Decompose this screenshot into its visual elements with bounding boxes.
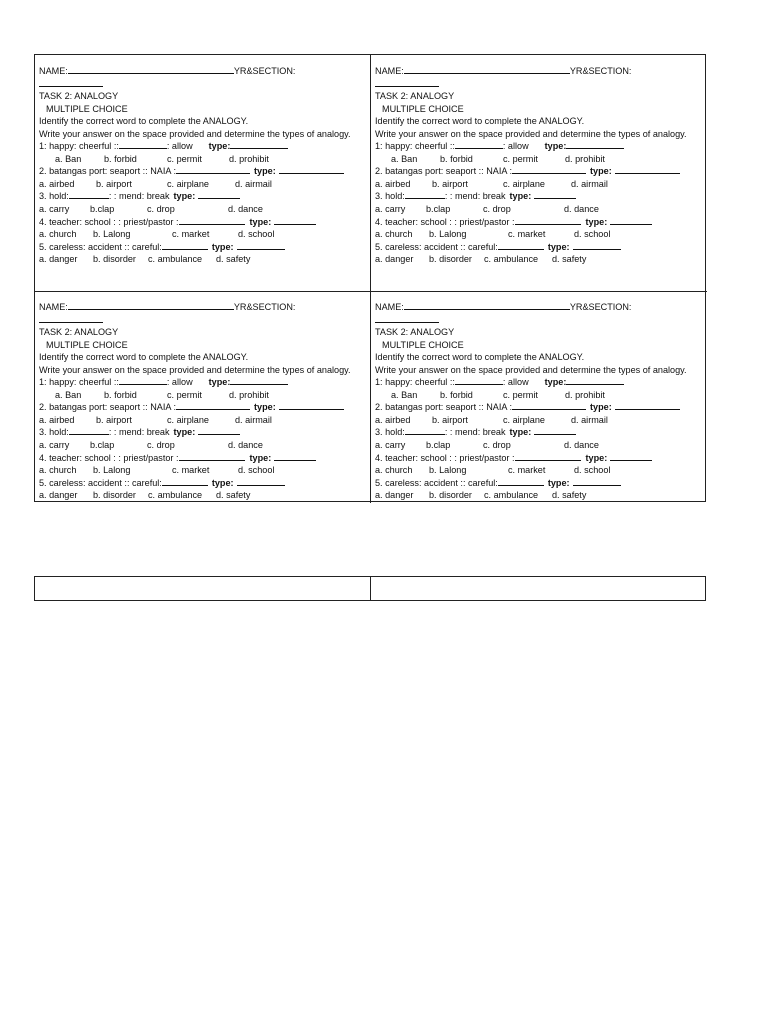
q1-tail: : allow — [502, 141, 529, 152]
task-title: TASK 2: ANALOGY — [39, 327, 119, 338]
q4-options — [375, 228, 705, 241]
q3-option-b: b.clap — [90, 204, 115, 215]
q5-type-label: type: — [211, 477, 234, 488]
q1-options — [39, 389, 368, 402]
q5-option-b: b. disorder — [93, 254, 136, 265]
q5-stem: 5. careless: accident :: careful: — [375, 241, 498, 252]
q4-option-c: c. market — [172, 465, 210, 476]
section-blank[interactable] — [39, 314, 103, 323]
q2-option-d: d. airmail — [571, 414, 608, 425]
q1-option-d: d. prohibit — [565, 153, 605, 164]
q3-type-label: type: — [173, 191, 196, 202]
q1-option-b: b. forbid — [440, 389, 473, 400]
question-2 — [375, 165, 705, 178]
q1-option-b: b. forbid — [104, 153, 137, 164]
q3-type-blank[interactable] — [534, 190, 576, 199]
q2-stem: 2. batangas port: seaport :: NAIA : — [39, 402, 176, 413]
q4-type-blank[interactable] — [274, 452, 316, 461]
q2-type-label: type: — [254, 166, 276, 177]
q4-option-a: a. church — [39, 229, 77, 240]
section-blank-line — [375, 314, 705, 327]
q2-option-b: b. airport — [432, 178, 468, 189]
footer-cell-left — [35, 577, 371, 600]
q4-answer-blank[interactable] — [179, 216, 245, 225]
q2-option-c: c. airplane — [503, 414, 545, 425]
q4-option-c: c. market — [508, 465, 546, 476]
q2-answer-blank[interactable] — [176, 165, 250, 174]
q2-option-a: a. airbed — [39, 178, 75, 189]
question-4 — [375, 216, 705, 229]
q1-options — [375, 389, 705, 402]
q4-type-label: type: — [585, 216, 608, 227]
q4-type-blank[interactable] — [610, 452, 652, 461]
section-blank[interactable] — [375, 314, 439, 323]
q5-answer-blank[interactable] — [498, 477, 544, 486]
q2-option-a: a. airbed — [375, 414, 411, 425]
q5-option-d: d. safety — [216, 490, 251, 501]
name-blank[interactable] — [68, 65, 234, 74]
q5-options — [375, 253, 705, 266]
q5-type-blank[interactable] — [573, 241, 621, 250]
q1-option-c: c. permit — [167, 389, 202, 400]
q3-option-a: a. carry — [375, 440, 406, 451]
q1-option-a: a. Ban — [55, 153, 82, 164]
q1-answer-blank[interactable] — [455, 140, 503, 149]
q4-stem: 4. teacher: school : : priest/pastor : — [375, 216, 515, 227]
q5-option-a: a. danger — [39, 490, 78, 501]
q4-stem: 4. teacher: school : : priest/pastor : — [39, 452, 179, 463]
section-blank-line — [39, 314, 368, 327]
q3-answer-blank[interactable] — [69, 190, 109, 199]
q1-type-label: type: — [544, 141, 567, 152]
q2-option-c: c. airplane — [167, 414, 209, 425]
q3-option-b: b.clap — [90, 440, 115, 451]
q3-answer-blank[interactable] — [405, 426, 445, 435]
q3-option-c: c. drop — [147, 440, 175, 451]
q2-option-c: c. airplane — [167, 178, 209, 189]
q1-answer-blank[interactable] — [455, 376, 503, 385]
q2-answer-blank[interactable] — [512, 401, 586, 410]
q3-stem: 3. hold: — [375, 427, 405, 438]
q2-answer-blank[interactable] — [512, 165, 586, 174]
q3-type-label: type: — [509, 191, 532, 202]
q3-mid: : : mend: break — [108, 191, 170, 202]
q3-stem: 3. hold: — [39, 191, 69, 202]
q1-option-c: c. permit — [503, 389, 538, 400]
instruction-1: Identify the correct word to complete the ANALOGY. — [375, 116, 585, 127]
q5-answer-blank[interactable] — [162, 477, 208, 486]
yr-section-label: YR&SECTION: — [569, 66, 632, 76]
question-5 — [375, 241, 705, 254]
section-blank-line — [39, 78, 368, 91]
q3-answer-blank[interactable] — [405, 190, 445, 199]
task-title: TASK 2: ANALOGY — [39, 91, 119, 102]
q1-option-d: d. prohibit — [565, 389, 605, 400]
q5-option-a: a. danger — [39, 254, 78, 265]
q3-option-c: c. drop — [147, 204, 175, 215]
q4-option-b: b. Lalong — [429, 229, 467, 240]
q5-options — [375, 489, 705, 502]
q2-type-blank[interactable] — [615, 401, 680, 410]
q5-option-c: c. ambulance — [484, 490, 539, 501]
yr-section-label: YR&SECTION: — [233, 302, 296, 312]
q5-option-c: c. ambulance — [484, 254, 539, 265]
q2-options — [39, 178, 368, 191]
q5-options — [39, 489, 368, 502]
q1-type-blank[interactable] — [566, 376, 624, 385]
q4-option-d: d. school — [238, 465, 275, 476]
q2-type-label: type: — [590, 402, 612, 413]
question-3 — [375, 426, 705, 439]
q3-option-a: a. carry — [39, 204, 70, 215]
q4-option-c: c. market — [508, 229, 546, 240]
q1-tail: : allow — [502, 377, 529, 388]
q4-option-c: c. market — [172, 229, 210, 240]
q4-type-blank[interactable] — [610, 216, 652, 225]
question-2 — [39, 401, 368, 414]
q3-type-label: type: — [173, 427, 196, 438]
q4-type-blank[interactable] — [274, 216, 316, 225]
instruction-2: Write your answer on the space provided and determine the types of analogy. — [375, 128, 687, 139]
q2-options — [375, 414, 705, 427]
q5-option-c: c. ambulance — [148, 490, 203, 501]
instruction-1: Identify the correct word to complete the ANALOGY. — [39, 116, 249, 127]
q3-option-c: c. drop — [483, 204, 511, 215]
name-label: NAME: — [39, 302, 68, 312]
question-1 — [375, 140, 705, 153]
name-label: NAME: — [375, 302, 404, 312]
multiple-choice-heading: MULTIPLE CHOICE — [382, 103, 464, 114]
q1-options — [375, 153, 705, 166]
q5-option-d: d. safety — [552, 490, 587, 501]
task-card-4 — [371, 292, 707, 503]
task-card-2 — [371, 55, 707, 292]
q2-option-d: d. airmail — [235, 178, 272, 189]
multiple-choice-heading: MULTIPLE CHOICE — [46, 103, 128, 114]
q5-option-a: a. danger — [375, 254, 414, 265]
q1-type-blank[interactable] — [230, 140, 288, 149]
section-blank[interactable] — [39, 78, 103, 87]
question-5 — [39, 477, 368, 490]
q1-tail: : allow — [166, 141, 193, 152]
q2-type-label: type: — [590, 166, 612, 177]
q5-option-d: d. safety — [216, 254, 251, 265]
name-blank[interactable] — [68, 301, 234, 310]
q1-option-b: b. forbid — [440, 153, 473, 164]
question-1 — [375, 376, 705, 389]
q3-type-blank[interactable] — [534, 426, 576, 435]
q1-tail: : allow — [166, 377, 193, 388]
q5-option-b: b. disorder — [93, 490, 136, 501]
q4-answer-blank[interactable] — [515, 452, 581, 461]
q4-option-d: d. school — [238, 229, 275, 240]
q4-answer-blank[interactable] — [179, 452, 245, 461]
q3-type-blank[interactable] — [198, 190, 240, 199]
name-blank[interactable] — [404, 65, 570, 74]
q5-answer-blank[interactable] — [498, 241, 544, 250]
q3-option-d: d. dance — [228, 204, 263, 215]
question-4 — [375, 452, 705, 465]
q2-option-d: d. airmail — [571, 178, 608, 189]
instruction-1: Identify the correct word to complete the ANALOGY. — [39, 352, 249, 363]
q1-options — [39, 153, 368, 166]
name-line — [375, 65, 705, 78]
q2-stem: 2. batangas port: seaport :: NAIA : — [375, 166, 512, 177]
q1-option-d: d. prohibit — [229, 389, 269, 400]
q1-option-d: d. prohibit — [229, 153, 269, 164]
q2-option-a: a. airbed — [39, 414, 75, 425]
q1-option-c: c. permit — [167, 153, 202, 164]
q3-mid: : : mend: break — [444, 191, 506, 202]
question-5 — [375, 477, 705, 490]
question-3 — [39, 426, 368, 439]
q4-option-d: d. school — [574, 465, 611, 476]
q3-option-c: c. drop — [483, 440, 511, 451]
name-line — [39, 301, 368, 314]
instruction-2: Write your answer on the space provided and determine the types of analogy. — [39, 128, 351, 139]
q5-type-blank[interactable] — [237, 241, 285, 250]
q5-type-label: type: — [547, 477, 570, 488]
q4-type-label: type: — [585, 452, 608, 463]
q2-type-blank[interactable] — [279, 165, 344, 174]
q3-answer-blank[interactable] — [69, 426, 109, 435]
question-1 — [39, 376, 368, 389]
q3-option-d: d. dance — [564, 440, 599, 451]
q4-option-b: b. Lalong — [93, 465, 131, 476]
q2-option-a: a. airbed — [375, 178, 411, 189]
q1-option-b: b. forbid — [104, 389, 137, 400]
q2-stem: 2. batangas port: seaport :: NAIA : — [375, 402, 512, 413]
q5-answer-blank[interactable] — [162, 241, 208, 250]
q2-type-blank[interactable] — [615, 165, 680, 174]
q3-stem: 3. hold: — [39, 427, 69, 438]
task-card-1 — [35, 55, 371, 292]
instruction-2: Write your answer on the space provided and determine the types of analogy. — [375, 364, 687, 375]
q5-option-c: c. ambulance — [148, 254, 203, 265]
q4-option-b: b. Lalong — [429, 465, 467, 476]
q1-option-a: a. Ban — [391, 153, 418, 164]
q2-option-b: b. airport — [432, 414, 468, 425]
q2-option-c: c. airplane — [503, 178, 545, 189]
q3-option-a: a. carry — [39, 440, 70, 451]
q3-stem: 3. hold: — [375, 191, 405, 202]
multiple-choice-heading: MULTIPLE CHOICE — [382, 339, 464, 350]
q4-type-label: type: — [249, 216, 272, 227]
name-blank[interactable] — [404, 301, 570, 310]
q3-options — [39, 439, 368, 452]
q4-options — [39, 464, 368, 477]
q3-option-d: d. dance — [228, 440, 263, 451]
footer-table — [34, 576, 706, 601]
q5-option-d: d. safety — [552, 254, 587, 265]
question-2 — [39, 165, 368, 178]
q1-stem: 1: happy: cheerful :: — [39, 141, 119, 152]
q5-type-label: type: — [547, 241, 570, 252]
q1-option-a: a. Ban — [55, 389, 82, 400]
q1-type-blank[interactable] — [566, 140, 624, 149]
q2-options — [375, 178, 705, 191]
q4-option-a: a. church — [375, 229, 413, 240]
q1-type-label: type: — [544, 377, 567, 388]
q5-option-a: a. danger — [375, 490, 414, 501]
q2-stem: 2. batangas port: seaport :: NAIA : — [39, 166, 176, 177]
q3-options — [39, 203, 368, 216]
question-5 — [39, 241, 368, 254]
q1-type-blank[interactable] — [230, 376, 288, 385]
q4-answer-blank[interactable] — [515, 216, 581, 225]
q2-option-b: b. airport — [96, 414, 132, 425]
section-blank[interactable] — [375, 78, 439, 87]
question-4 — [39, 216, 368, 229]
q1-stem: 1: happy: cheerful :: — [375, 377, 455, 388]
q4-option-a: a. church — [39, 465, 77, 476]
multiple-choice-heading: MULTIPLE CHOICE — [46, 339, 128, 350]
q3-options — [375, 203, 705, 216]
q5-type-blank[interactable] — [573, 477, 621, 486]
q5-stem: 5. careless: accident :: careful: — [39, 241, 162, 252]
q4-stem: 4. teacher: school : : priest/pastor : — [39, 216, 179, 227]
q2-type-label: type: — [254, 402, 276, 413]
worksheet-grid — [34, 54, 706, 502]
q4-type-label: type: — [249, 452, 272, 463]
task-title: TASK 2: ANALOGY — [375, 327, 455, 338]
q5-type-blank[interactable] — [237, 477, 285, 486]
q4-option-a: a. church — [375, 465, 413, 476]
q2-answer-blank[interactable] — [176, 401, 250, 410]
q2-option-d: d. airmail — [235, 414, 272, 425]
q2-type-blank[interactable] — [279, 401, 344, 410]
footer-cell-right — [371, 577, 707, 600]
instruction-1: Identify the correct word to complete the ANALOGY. — [375, 352, 585, 363]
q4-option-d: d. school — [574, 229, 611, 240]
q1-option-c: c. permit — [503, 153, 538, 164]
q1-stem: 1: happy: cheerful :: — [375, 141, 455, 152]
q3-option-b: b.clap — [426, 204, 451, 215]
q1-type-label: type: — [208, 141, 231, 152]
name-label: NAME: — [39, 66, 68, 76]
q4-options — [39, 228, 368, 241]
q3-options — [375, 439, 705, 452]
name-line — [375, 301, 705, 314]
question-4 — [39, 452, 368, 465]
name-label: NAME: — [375, 66, 404, 76]
task-title: TASK 2: ANALOGY — [375, 91, 455, 102]
question-1 — [39, 140, 368, 153]
q4-option-b: b. Lalong — [93, 229, 131, 240]
q1-type-label: type: — [208, 377, 231, 388]
q3-option-d: d. dance — [564, 204, 599, 215]
q3-option-a: a. carry — [375, 204, 406, 215]
q2-option-b: b. airport — [96, 178, 132, 189]
q4-options — [375, 464, 705, 477]
q5-options — [39, 253, 368, 266]
q2-options — [39, 414, 368, 427]
q5-stem: 5. careless: accident :: careful: — [39, 477, 162, 488]
q1-answer-blank[interactable] — [119, 140, 167, 149]
q4-stem: 4. teacher: school : : priest/pastor : — [375, 452, 515, 463]
task-card-3 — [35, 292, 371, 503]
name-line — [39, 65, 368, 78]
q5-option-b: b. disorder — [429, 254, 472, 265]
q3-mid: : : mend: break — [108, 427, 170, 438]
q5-option-b: b. disorder — [429, 490, 472, 501]
yr-section-label: YR&SECTION: — [233, 66, 296, 76]
q5-stem: 5. careless: accident :: careful: — [375, 477, 498, 488]
yr-section-label: YR&SECTION: — [569, 302, 632, 312]
q1-option-a: a. Ban — [391, 389, 418, 400]
q1-answer-blank[interactable] — [119, 376, 167, 385]
q5-type-label: type: — [211, 241, 234, 252]
q1-stem: 1: happy: cheerful :: — [39, 377, 119, 388]
q3-mid: : : mend: break — [444, 427, 506, 438]
question-3 — [39, 190, 368, 203]
q3-type-label: type: — [509, 427, 532, 438]
q3-type-blank[interactable] — [198, 426, 240, 435]
q3-option-b: b.clap — [426, 440, 451, 451]
section-blank-line — [375, 78, 705, 91]
question-3 — [375, 190, 705, 203]
question-2 — [375, 401, 705, 414]
instruction-2: Write your answer on the space provided and determine the types of analogy. — [39, 364, 351, 375]
